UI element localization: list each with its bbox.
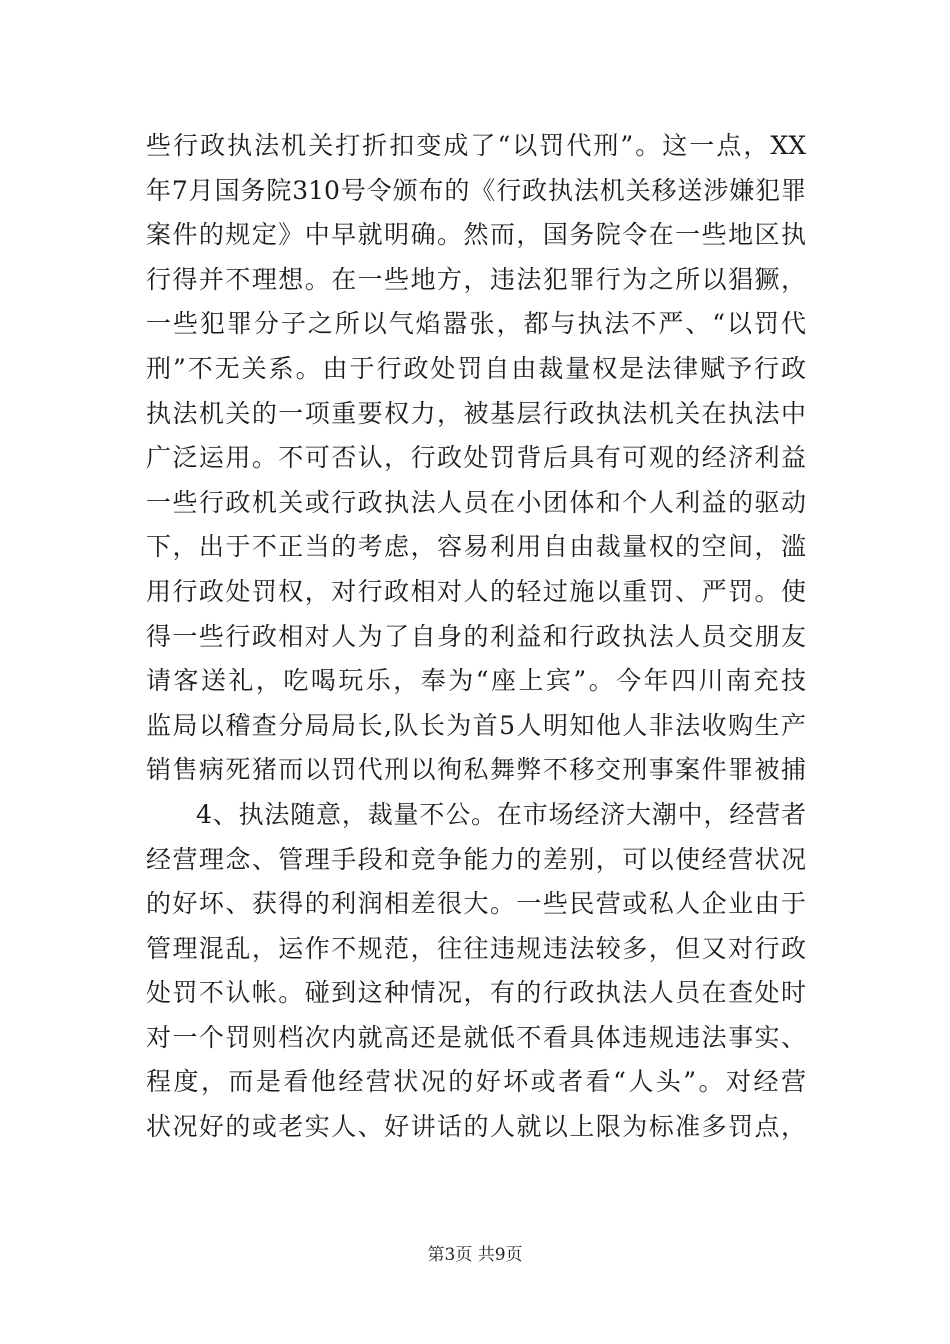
text-line: 对一个罚则档次内就高还是就低不看具体违规违法事实、 [146,1022,806,1052]
text-line: 管理混乱，运作不规范，往往违规违法较多，但又对行政 [146,933,806,963]
text-line: 程度，而是看他经营状况的好坏或者看“人头”。对经营 [146,1067,806,1097]
text-line: 监局以稽查分局局长,队长为首5人明知他人非法收购生产 [146,710,806,740]
page-footer: 第3页 共9页 [427,1245,523,1265]
text-line: 状况好的或老实人、好讲话的人就以上限为标准多罚点， [146,1112,806,1142]
text-line: 广泛运用。不可否认，行政处罚背后具有可观的经济利益 [146,443,806,473]
text-line: 的好坏、获得的利润相差很大。一些民营或私人企业由于 [146,889,806,919]
text-line: 4、执法随意，裁量不公。在市场经济大潮中，经营者 [196,799,806,829]
text-line: 执法机关的一项重要权力，被基层行政执法机关在执法中 [146,398,806,428]
text-line: 得一些行政相对人为了自身的利益和行政执法人员交朋友 [146,621,806,651]
text-line: 些行政执法机关打折扣变成了“以罚代刑”。这一点，XX [146,131,806,160]
text-line: 处罚不认帐。碰到这种情况，有的行政执法人员在查处时 [146,978,806,1008]
text-line: 销售病死猪而以罚代刑以徇私舞弊不移交刑事案件罪被捕 [146,755,806,785]
text-line: 案件的规定》中早就明确。然而，国务院令在一些地区执 [146,220,806,250]
text-line: 用行政处罚权，对行政相对人的轻过施以重罚、严罚。使 [146,576,806,606]
text-line: 一些行政机关或行政执法人员在小团体和个人利益的驱动 [146,487,806,517]
text-line: 刑”不无关系。由于行政处罚自由裁量权是法律赋予行政 [146,353,806,383]
body-text [146,124,806,1150]
text-line: 经营理念、管理手段和竞争能力的差别，可以使经营状况 [146,844,806,874]
text-line: 行得并不理想。在一些地方，违法犯罪行为之所以猖獗， [146,264,806,294]
text-line: 年7月国务院310号令颁布的《行政执法机关移送涉嫌犯罪 [146,175,806,205]
text-line: 一些犯罪分子之所以气焰嚣张，都与执法不严、“以罚代 [146,309,806,339]
text-line: 下，出于不正当的考虑，容易利用自由裁量权的空间，滥 [146,532,806,562]
text-line: 请客送礼，吃喝玩乐，奉为“座上宾”。今年四川南充技 [146,666,806,696]
